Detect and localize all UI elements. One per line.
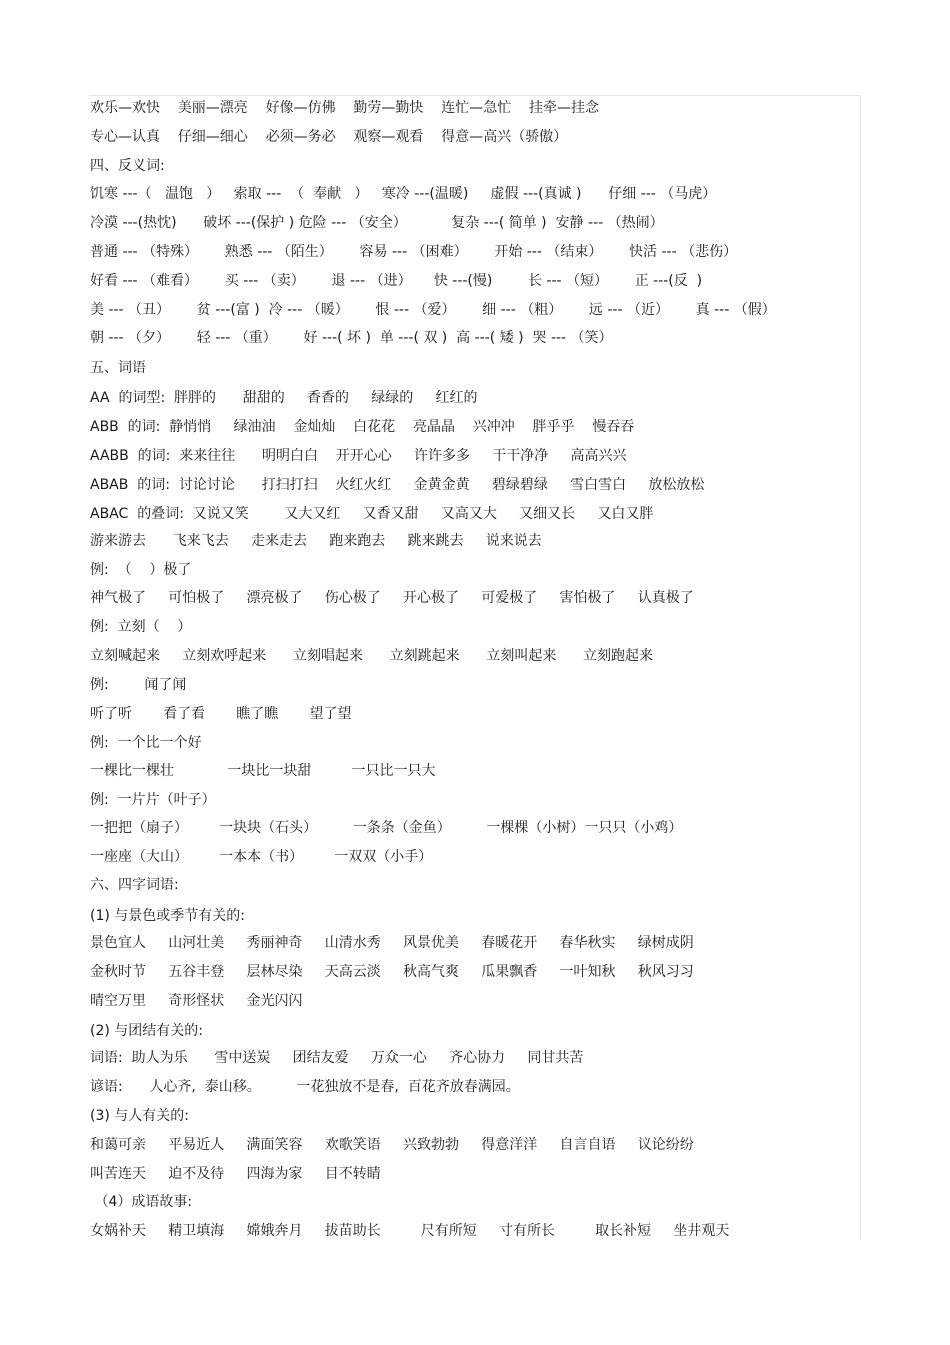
text-line: 例: （ ）极了 [90,562,192,578]
text-line: 例: 一片片（叶子） [90,792,216,808]
text-line: 和蔼可亲 平易近人 满面笑容 欢歌笑语 兴致勃勃 得意洋洋 自言自语 议论纷纷 [90,1137,694,1153]
text-line: 金秋时节 五谷丰登 层林尽染 天高云淡 秋高气爽 瓜果飘香 一叶知秋 秋风习习 [90,964,694,980]
section-heading: 六、四字词语: [90,877,179,893]
text-line: ABAC 的叠词: 又说又笑 又大又红 又香又甜 又高又大 又细又长 又白又胖 [90,506,654,522]
text-line: AA 的词型: 胖胖的 甜甜的 香香的 绿绿的 红红的 [90,390,478,406]
text-line: 例: 一个比一个好 [90,735,202,751]
text-line: 游来游去 飞来飞去 走来走去 跑来跑去 跳来跳去 说来说去 [90,533,542,549]
text-line: 女娲补天 精卫填海 嫦娥奔月 拔苗助长 尺有所短 寸有所长 取长补短 坐井观天 [90,1223,730,1239]
section-heading: 四、反义词: [90,158,165,174]
text-line: 谚语: 人心齐, 泰山移。 一花独放不是春, 百花齐放春满园。 [90,1079,520,1095]
text-line: 冷漠 ---(热忱) 破坏 ---(保护 ) 危险 --- （安全） 复杂 ---( 简单 ) 安静 --- （热闹） [90,215,664,231]
text-line: 朝 --- （夕） 轻 --- （重） 好 ---( 坏 ) 单 ---( 双 ) 高 ---( 矮 ) 哭 --- （笑） [90,330,613,346]
text-line: 美 --- （丑） 贫 ---(富 ) 冷 --- （暖） 恨 --- （爱） 细 --- （粗） 远 --- （近） 真 --- （假） [90,302,776,318]
text-line: 听了听 看了看 瞧了瞧 望了望 [90,706,352,722]
subsection-heading: （4）成语故事: [90,1194,193,1210]
text-line: 例: 闻了闻 [90,677,187,693]
text-line: 一座座（大山） 一本本（书） 一双双（小手） [90,849,433,865]
subsection-heading: (3) 与人有关的: [90,1108,189,1124]
text-line: 叫苦连天 迫不及待 四海为家 目不转睛 [90,1166,381,1182]
text-line: 立刻喊起来 立刻欢呼起来 立刻唱起来 立刻跳起来 立刻叫起来 立刻跑起来 [90,648,654,664]
text-line: ABB 的词: 静悄悄 绿油油 金灿灿 白花花 亮晶晶 兴冲冲 胖乎乎 慢吞吞 [90,419,635,435]
text-line: 词语: 助人为乐 雪中送炭 团结友爱 万众一心 齐心协力 同甘共苦 [90,1050,584,1066]
text-line: 景色宜人 山河壮美 秀丽神奇 山清水秀 风景优美 春暖花开 春华秋实 绿树成阴 [90,935,694,951]
text-line: ABAB 的词: 讨论讨论 打扫打扫 火红火红 金黄金黄 碧绿碧绿 雪白雪白 放松放松 [90,477,705,493]
text-line: 神气极了 可怕极了 漂亮极了 伤心极了 开心极了 可爱极了 害怕极了 认真极了 [90,590,694,606]
text-line: 普通 --- （特殊） 熟悉 --- （陌生） 容易 --- （困难） 开始 --- （结束） 快活 --- （悲伤） [90,244,738,260]
section-heading: 五、词语 [90,360,146,376]
text-line: 例: 立刻（ ） [90,619,192,635]
text-line: 饥寒 ---（ 温饱 ） 索取 --- （ 奉献 ） 寒冷 ---(温暖) 虚假 ---(真诚 ) 仔细 --- （马虎） [90,186,717,202]
text-line: 专心—认真 仔细—细心 必须—务必 观察—观看 得意—高兴（骄傲） [90,129,568,145]
text-line: 一棵比一棵壮 一块比一块甜 一只比一只大 [90,763,436,779]
text-line: 好看 --- （难看） 买 --- （卖） 退 --- （进） 快 ---(慢) 长 --- （短） 正 ---(反 ) [90,273,703,289]
subsection-heading: (1) 与景色或季节有关的: [90,908,245,924]
text-line: 欢乐—欢快 美丽—漂亮 好像—仿佛 勤劳—勤快 连忙—急忙 挂牵—挂念 [90,100,600,116]
text-line: AABB 的词: 来来往往 明明白白 开开心心 许许多多 干干净净 高高兴兴 [90,448,627,464]
subsection-heading: (2) 与团结有关的: [90,1023,203,1039]
text-line: 晴空万里 奇形怪状 金光闪闪 [90,993,303,1009]
text-line: 一把把（扇子） 一块块（石头） 一条条（金鱼） 一棵棵（小树）一只只（小鸡） [90,820,683,836]
page-frame [89,95,861,1240]
